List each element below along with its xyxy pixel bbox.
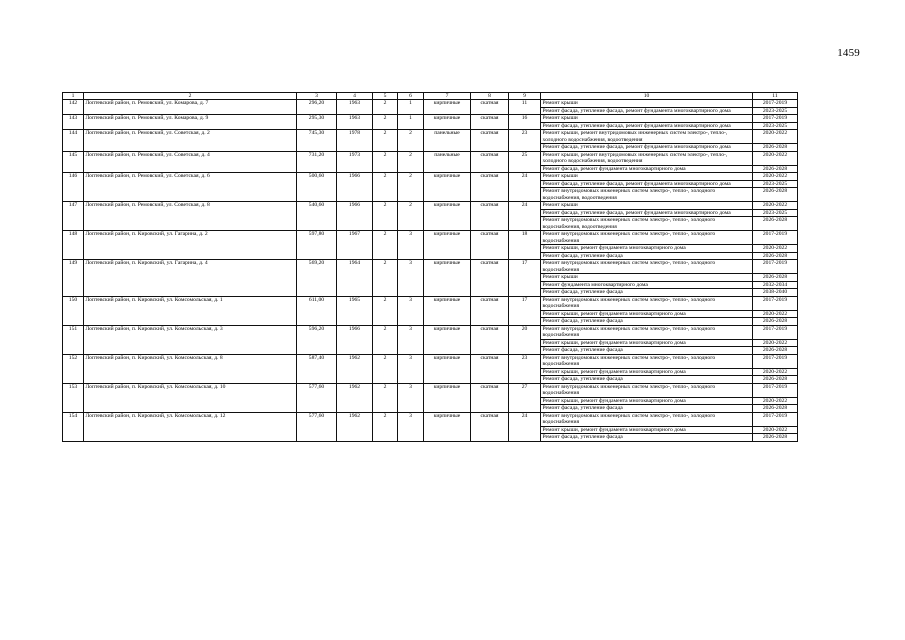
entrances-cell: 1 [398,100,424,115]
column-number: 10 [541,93,753,100]
walls-cell: панельные [424,151,471,173]
walls-cell: кирпичные [424,231,471,260]
table-row [63,412,798,426]
capital-repair-table [62,92,798,442]
period-cell: 2017-2019 [753,115,798,123]
floors-cell: 2 [373,115,398,130]
year-cell: 1966 [337,325,373,354]
floors-cell: 2 [373,173,398,202]
work-cell: Ремонт крыши, ремонт фундамента многоквартирного дома [541,310,753,318]
entrances-cell: 1 [398,115,424,130]
column-number: 11 [753,93,798,100]
area-cell: 745,30 [297,130,337,152]
entrances-cell: 3 [398,260,424,297]
row-number: 144 [63,130,84,152]
period-cell: 2017-2019 [753,383,798,397]
term-cell: 25 [509,151,541,173]
work-cell: Ремонт фасада, утепление фасада, ремонт фундамента многоквартирного дома [541,180,753,188]
address-cell: Лоптевский район, п. Кировский, ул. Комсомольская, д. 12 [84,412,297,441]
column-number: 5 [373,93,398,100]
floors-cell: 2 [373,151,398,173]
area-cell: 540,60 [297,202,337,231]
table-row [63,231,798,245]
period-cell: 2020-2022 [753,245,798,253]
work-cell: Ремонт фундамента многоквартирного дома [541,281,753,289]
floors-cell: 2 [373,260,398,297]
row-number: 149 [63,260,84,297]
entrances-cell: 3 [398,231,424,260]
period-cell: 2038-2040 [753,289,798,297]
work-cell: Ремонт внутридомовых инженерных систем электро-, тепло-, холодного водоснабжения [541,354,753,368]
table-row [63,260,798,274]
work-cell: Ремонт фасада, утепление фасада [541,289,753,297]
address-cell: Лоптевский район, п. Кировский, ул. Гагарина, д. 4 [84,260,297,297]
area-cell: 611,00 [297,296,337,325]
period-cell: 2020-2022 [753,426,798,434]
period-cell: 2017-2019 [753,354,798,368]
address-cell: Лоптевский район, п. Ремовский, ул. Советская, д. 4 [84,151,297,173]
period-cell: 2017-2019 [753,296,798,310]
work-cell: Ремонт фасада, утепление фасада, ремонт фундамента многоквартирного дома [541,209,753,217]
roof-cell: скатная [471,260,509,297]
year-cell: 1962 [337,354,373,383]
row-number: 143 [63,115,84,130]
column-number: 9 [509,93,541,100]
term-cell: 11 [509,100,541,115]
work-cell: Ремонт фасада, утепление фасада [541,405,753,413]
work-cell: Ремонт крыши, ремонт внутридомовых инженерных систем электро-, тепло-, холодного водоснабжения, водоотведения [541,130,753,144]
work-cell: Ремонт внутридомовых инженерных систем электро-, тепло-, холодного водоснабжения, водоотведения [541,217,753,231]
work-cell: Ремонт крыши, ремонт фундамента многоквартирного дома [541,426,753,434]
work-cell: Ремонт внутридомовых инженерных систем электро-, тепло-, холодного водоснабжения, водоотведения [541,188,753,202]
year-cell: 1964 [337,260,373,297]
period-cell: 2017-2019 [753,100,798,108]
period-cell: 2020-2022 [753,202,798,210]
period-cell: 2020-2022 [753,397,798,405]
area-cell: 577,60 [297,383,337,412]
area-cell: 577,60 [297,412,337,441]
period-cell: 2017-2019 [753,260,798,274]
period-cell: 2020-2022 [753,339,798,347]
column-number-row [63,93,798,100]
area-cell: 295,30 [297,115,337,130]
work-cell: Ремонт фасада, утепление фасада [541,347,753,355]
walls-cell: кирпичные [424,412,471,441]
term-cell: 24 [509,173,541,202]
floors-cell: 2 [373,231,398,260]
area-cell: 597,80 [297,231,337,260]
walls-cell: панельные [424,130,471,152]
roof-cell: скатная [471,412,509,441]
year-cell: 1965 [337,296,373,325]
address-cell: Лоптевский район, п. Кировский, ул. Комсомольская, д. 10 [84,383,297,412]
table-row [63,151,798,165]
term-cell: 20 [509,325,541,354]
roof-cell: скатная [471,100,509,115]
year-cell: 1962 [337,383,373,412]
entrances-cell: 3 [398,296,424,325]
table-row [63,325,798,339]
period-cell: 2026-2028 [753,188,798,202]
work-cell: Ремонт внутридомовых инженерных систем электро-, тепло-, холодного водоснабжения [541,412,753,426]
address-cell: Лоптевский район, п. Кировский, ул. Комсомольская, д. 1 [84,296,297,325]
period-cell: 2026-2028 [753,376,798,384]
work-cell: Ремонт крыши [541,115,753,123]
column-number: 7 [424,93,471,100]
walls-cell: кирпичные [424,202,471,231]
walls-cell: кирпичные [424,260,471,297]
work-cell: Ремонт фасада, утепление фасада [541,434,753,442]
floors-cell: 2 [373,100,398,115]
entrances-cell: 3 [398,325,424,354]
row-number: 146 [63,173,84,202]
work-cell: Ремонт крыши, ремонт фундамента многоквартирного дома [541,368,753,376]
period-cell: 2017-2019 [753,412,798,426]
roof-cell: скатная [471,173,509,202]
work-cell: Ремонт крыши [541,202,753,210]
walls-cell: кирпичные [424,173,471,202]
walls-cell: кирпичные [424,354,471,383]
walls-cell: кирпичные [424,115,471,130]
period-cell: 2017-2019 [753,231,798,245]
address-cell: Лоптевский район, п. Ремовский, ул. Советская, д. 8 [84,202,297,231]
work-cell: Ремонт крыши [541,173,753,181]
period-cell: 2023-2025 [753,209,798,217]
work-cell: Ремонт крыши, ремонт фундамента многоквартирного дома [541,339,753,347]
work-cell: Ремонт внутридомовых инженерных систем электро-, тепло-, холодного водоснабжения [541,231,753,245]
year-cell: 1978 [337,130,373,152]
area-cell: 731,20 [297,151,337,173]
term-cell: 23 [509,130,541,152]
floors-cell: 2 [373,354,398,383]
year-cell: 1973 [337,151,373,173]
area-cell: 500,60 [297,173,337,202]
period-cell: 2020-2022 [753,173,798,181]
address-cell: Лоптевский район, п. Кировский, ул. Гагарина, д. 2 [84,231,297,260]
work-cell: Ремонт внутридомовых инженерных систем электро-, тепло-, холодного водоснабжения [541,260,753,274]
work-cell: Ремонт фасада, утепление фасада, ремонт фундамента многоквартирного дома [541,122,753,130]
term-cell: 18 [509,231,541,260]
period-cell: 2032-2034 [753,281,798,289]
walls-cell: кирпичные [424,296,471,325]
floors-cell: 2 [373,202,398,231]
entrances-cell: 2 [398,151,424,173]
work-cell: Ремонт внутридомовых инженерных систем электро-, тепло-, холодного водоснабжения [541,296,753,310]
column-number: 8 [471,93,509,100]
work-cell: Ремонт крыши [541,100,753,108]
table-row [63,173,798,181]
year-cell: 1966 [337,202,373,231]
table-row [63,202,798,210]
work-cell: Ремонт крыши [541,274,753,282]
work-cell: Ремонт фасада, утепление фасада [541,252,753,260]
period-cell: 2026-2028 [753,144,798,152]
term-cell: 17 [509,296,541,325]
period-cell: 2026-2028 [753,347,798,355]
period-cell: 2026-2028 [753,274,798,282]
work-cell: Ремонт фасада, утепление фасада, ремонт фундамента многоквартирного дома [541,144,753,152]
year-cell: 1966 [337,173,373,202]
roof-cell: скатная [471,130,509,152]
work-cell: Ремонт крыши, ремонт фундамента многоквартирного дома [541,397,753,405]
roof-cell: скатная [471,354,509,383]
period-cell: 2020-2022 [753,151,798,165]
table-row [63,354,798,368]
row-number: 154 [63,412,84,441]
period-cell: 2026-2028 [753,405,798,413]
page-number: 1459 [837,47,860,59]
term-cell: 16 [509,115,541,130]
term-cell: 27 [509,383,541,412]
row-number: 151 [63,325,84,354]
entrances-cell: 3 [398,354,424,383]
floors-cell: 2 [373,296,398,325]
year-cell: 1963 [337,115,373,130]
row-number: 142 [63,100,84,115]
table-row [63,296,798,310]
column-number: 2 [84,93,297,100]
period-cell: 2020-2022 [753,130,798,144]
entrances-cell: 2 [398,173,424,202]
address-cell: Лоптевский район, п. Кировский, ул. Комсомольская, д. 3 [84,325,297,354]
walls-cell: кирпичные [424,325,471,354]
walls-cell: кирпичные [424,383,471,412]
roof-cell: скатная [471,383,509,412]
roof-cell: скатная [471,231,509,260]
entrances-cell: 3 [398,383,424,412]
period-cell: 2023-2025 [753,107,798,115]
table-row [63,383,798,397]
entrances-cell: 3 [398,412,424,441]
floors-cell: 2 [373,325,398,354]
column-number: 6 [398,93,424,100]
entrances-cell: 2 [398,202,424,231]
entrances-cell: 2 [398,130,424,152]
floors-cell: 2 [373,383,398,412]
area-cell: 596,20 [297,325,337,354]
term-cell: 24 [509,412,541,441]
period-cell: 2023-2025 [753,122,798,130]
period-cell: 2026-2028 [753,165,798,173]
row-number: 150 [63,296,84,325]
work-cell: Ремонт внутридомовых инженерных систем электро-, тепло-, холодного водоснабжения [541,383,753,397]
address-cell: Лоптевский район, п. Ремовский, ул. Комарова, д. 7 [84,100,297,115]
floors-cell: 2 [373,130,398,152]
period-cell: 2020-2022 [753,310,798,318]
roof-cell: скатная [471,151,509,173]
period-cell: 2020-2022 [753,368,798,376]
work-cell: Ремонт фасада, утепление фасада [541,318,753,326]
term-cell: 17 [509,260,541,297]
address-cell: Лоптевский район, п. Кировский, ул. Комсомольская, д. 8 [84,354,297,383]
work-cell: Ремонт внутридомовых инженерных систем электро-, тепло-, холодного водоснабжения [541,325,753,339]
work-cell: Ремонт фасада, ремонт фундамента многоквартирного дома [541,165,753,173]
year-cell: 1963 [337,100,373,115]
year-cell: 1967 [337,231,373,260]
table-row [63,130,798,144]
period-cell: 2017-2019 [753,325,798,339]
area-cell: 587,40 [297,354,337,383]
roof-cell: скатная [471,202,509,231]
term-cell: 23 [509,354,541,383]
floors-cell: 2 [373,412,398,441]
area-cell: 569,20 [297,260,337,297]
column-number: 3 [297,93,337,100]
address-cell: Лоптевский район, п. Ремовский, ул. Советская, д. 2 [84,130,297,152]
work-cell: Ремонт крыши, ремонт внутридомовых инженерных систем электро-, тепло-, холодного водоснабжения, водоотведения [541,151,753,165]
table-body [63,93,798,442]
period-cell: 2026-2028 [753,434,798,442]
period-cell: 2023-2025 [753,180,798,188]
area-cell: 296,20 [297,100,337,115]
roof-cell: скатная [471,325,509,354]
year-cell: 1962 [337,412,373,441]
row-number: 153 [63,383,84,412]
walls-cell: кирпичные [424,100,471,115]
work-cell: Ремонт фасада, утепление фасада [541,376,753,384]
column-number: 1 [63,93,84,100]
row-number: 152 [63,354,84,383]
row-number: 145 [63,151,84,173]
work-cell: Ремонт фасада, утепление фасада, ремонт фундамента многоквартирного дома [541,107,753,115]
table-row [63,100,798,108]
period-cell: 2026-2028 [753,217,798,231]
period-cell: 2026-2028 [753,252,798,260]
roof-cell: скатная [471,296,509,325]
address-cell: Лоптевский район, п. Ремовский, ул. Комарова, д. 9 [84,115,297,130]
work-cell: Ремонт крыши, ремонт фундамента многоквартирного дома [541,245,753,253]
address-cell: Лоптевский район, п. Ремовский, ул. Советская, д. 6 [84,173,297,202]
row-number: 147 [63,202,84,231]
table-row [63,115,798,123]
column-number: 4 [337,93,373,100]
period-cell: 2026-2028 [753,318,798,326]
roof-cell: скатная [471,115,509,130]
term-cell: 24 [509,202,541,231]
row-number: 148 [63,231,84,260]
